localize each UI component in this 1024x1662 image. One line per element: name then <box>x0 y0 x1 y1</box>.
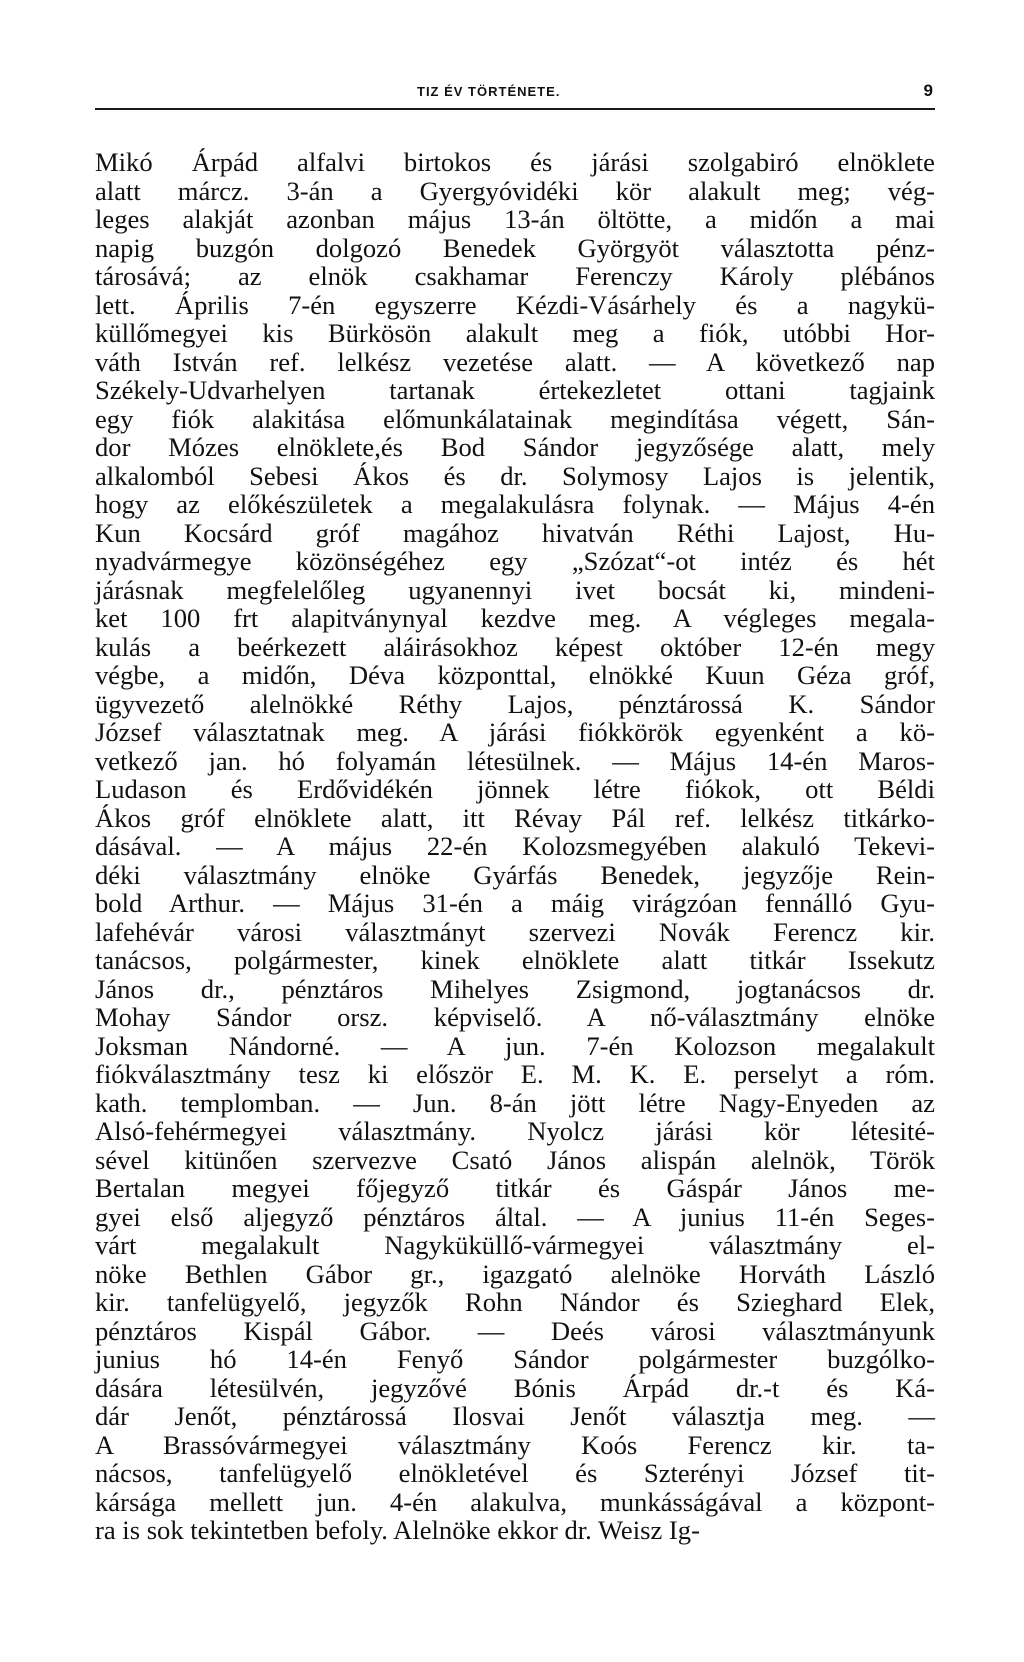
text-line: ra is sok tekintetben befoly. Alelnöke ekkor dr. Weisz Ig- <box>95 1515 700 1545</box>
text-line: Kun Kocsárd gróf magához hivatván Réthi Lajost, Hu- <box>95 517 935 548</box>
text-line: alkalomból Sebesi Ákos és dr. Solymosy Lajos is jelentik, <box>95 460 935 491</box>
page-number: 9 <box>923 81 933 100</box>
text-line: nöke Bethlen Gábor gr., igazgató alelnöke Horváth László <box>95 1258 935 1289</box>
text-line: dor Mózes elnöklete,és Bod Sándor jegyzősége alatt, mely <box>95 432 935 462</box>
text-line: Joksman Nándorné. — A jun. 7-én Kolozson megalakult <box>95 1030 935 1061</box>
text-line: egy fiók alakitása előmunkálatainak megindítása végett, Sán- <box>95 403 935 434</box>
text-line: járásnak megfelelőleg ugyanennyi ivet bocsát ki, mindeni- <box>95 574 935 605</box>
text-line: Ákos gróf elnöklete alatt, itt Révay Pál ref. lelkész titkárko- <box>95 802 935 833</box>
text-line: tanácsos, polgármester, kinek elnöklete alatt titkár Issekutz <box>95 945 935 975</box>
text-line: dásával. — A május 22-én Kolozsmegyében alakuló Tekevi- <box>95 831 935 861</box>
text-line: fiókválasztmány tesz ki először E. M. K. E. perselyt a róm. <box>95 1059 935 1089</box>
text-line: kulás a beérkezett aláirásokhoz képest október 12-én megy <box>95 631 935 662</box>
text-line: Bertalan megyei főjegyző titkár és Gáspár János me- <box>95 1173 935 1203</box>
running-title: TIZ ÉV TÖRTÉNETE. <box>417 84 561 99</box>
text-line: Székely-Udvarhelyen tartanak értekezletet ottani tagjaink <box>95 375 935 405</box>
text-line: Ludason és Erdővidékén jönnek létre fiókok, ott Béldi <box>95 774 935 804</box>
text-line: lett. Április 7-én egyszerre Kézdi-Vásárhely és a nagykü- <box>95 289 935 320</box>
text-line: dására létesülvén, jegyzővé Bónis Árpád dr.-t és Ká- <box>95 1372 935 1403</box>
text-line: dár Jenőt, pénztárossá Ilosvai Jenőt választja meg. — <box>95 1401 935 1431</box>
text-line: Alsó-fehérmegyei választmány. Nyolcz járási kör létesité- <box>95 1116 935 1146</box>
text-line: napig buzgón dolgozó Benedek Györgyöt választotta pénz- <box>95 232 935 263</box>
text-line: leges alakját azonban május 13-án öltötte, a midőn a mai <box>95 204 935 234</box>
text-line: déki választmány elnöke Gyárfás Benedek, jegyzője Rein- <box>95 859 935 890</box>
text-line: pénztáros Kispál Gábor. — Deés városi választmányunk <box>95 1315 935 1346</box>
text-line: Mohay Sándor orsz. képviselő. A nő-választmány elnöke <box>95 1002 935 1032</box>
body-text <box>95 148 935 1545</box>
text-line: vetkező jan. hó folyamán létesülnek. — Május 14-én Maros- <box>95 745 935 776</box>
text-line: kath. templomban. — Jun. 8-án jött létre Nagy-Enyeden az <box>95 1087 935 1118</box>
text-line: ügyvezető alelnökké Réthy Lajos, pénztárossá K. Sándor <box>95 688 935 719</box>
text-line: tárosává; az elnök csakhamar Ferenczy Károly plébános <box>95 261 935 291</box>
text-line: küllőmegyei kis Bürkösön alakult meg a fiók, utóbbi Hor- <box>95 318 935 348</box>
text-line: bold Arthur. — Május 31-én a máig virágzóan fennálló Gyu- <box>95 888 935 918</box>
page-header <box>95 80 935 110</box>
text-line: várt megalakult Nagyküküllő-vármegyei választmány el- <box>95 1230 935 1260</box>
text-line: kir. tanfelügyelő, jegyzők Rohn Nándor és Szieghard Elek, <box>95 1287 935 1317</box>
text-line: ket 100 frt alapitványnyal kezdve meg. A végleges megala- <box>95 603 935 633</box>
text-line: A Brassóvármegyei választmány Koós Ferencz kir. ta- <box>95 1429 935 1460</box>
text-line: lafehévár városi választmányt szervezi Novák Ferencz kir. <box>95 916 935 947</box>
text-line: kársága mellett jun. 4-én alakulva, munkásságával a központ- <box>95 1486 935 1517</box>
text-line: János dr., pénztáros Mihelyes Zsigmond, jogtanácsos dr. <box>95 973 935 1004</box>
text-line: váth István ref. lelkész vezetése alatt. — A következő nap <box>95 346 935 377</box>
text-line: nyadvármegye közönségéhez egy „Szózat“-ot intéz és hét <box>95 546 935 576</box>
text-line: alatt márcz. 3-án a Gyergyóvidéki kör alakult meg; vég- <box>95 175 935 206</box>
text-line: hogy az előkészületek a megalakulásra folynak. — Május 4-én <box>95 489 935 519</box>
text-line: végbe, a midőn, Déva központtal, elnökké Kuun Géza gróf, <box>95 660 935 690</box>
text-line: nácsos, tanfelügyelő elnökletével és Szterényi József tit- <box>95 1458 935 1488</box>
text-line: József választatnak meg. A járási fiókkörök egyenként a kö- <box>95 717 935 747</box>
text-line: gyei első aljegyző pénztáros által. — A junius 11-én Seges- <box>95 1201 935 1232</box>
text-line: sével kitünően szervezve Csató János alispán alelnök, Török <box>95 1144 935 1175</box>
text-line: Mikó Árpád alfalvi birtokos és járási szolgabiró elnöklete <box>95 147 935 177</box>
text-line: junius hó 14-én Fenyő Sándor polgármester buzgólko- <box>95 1344 935 1374</box>
